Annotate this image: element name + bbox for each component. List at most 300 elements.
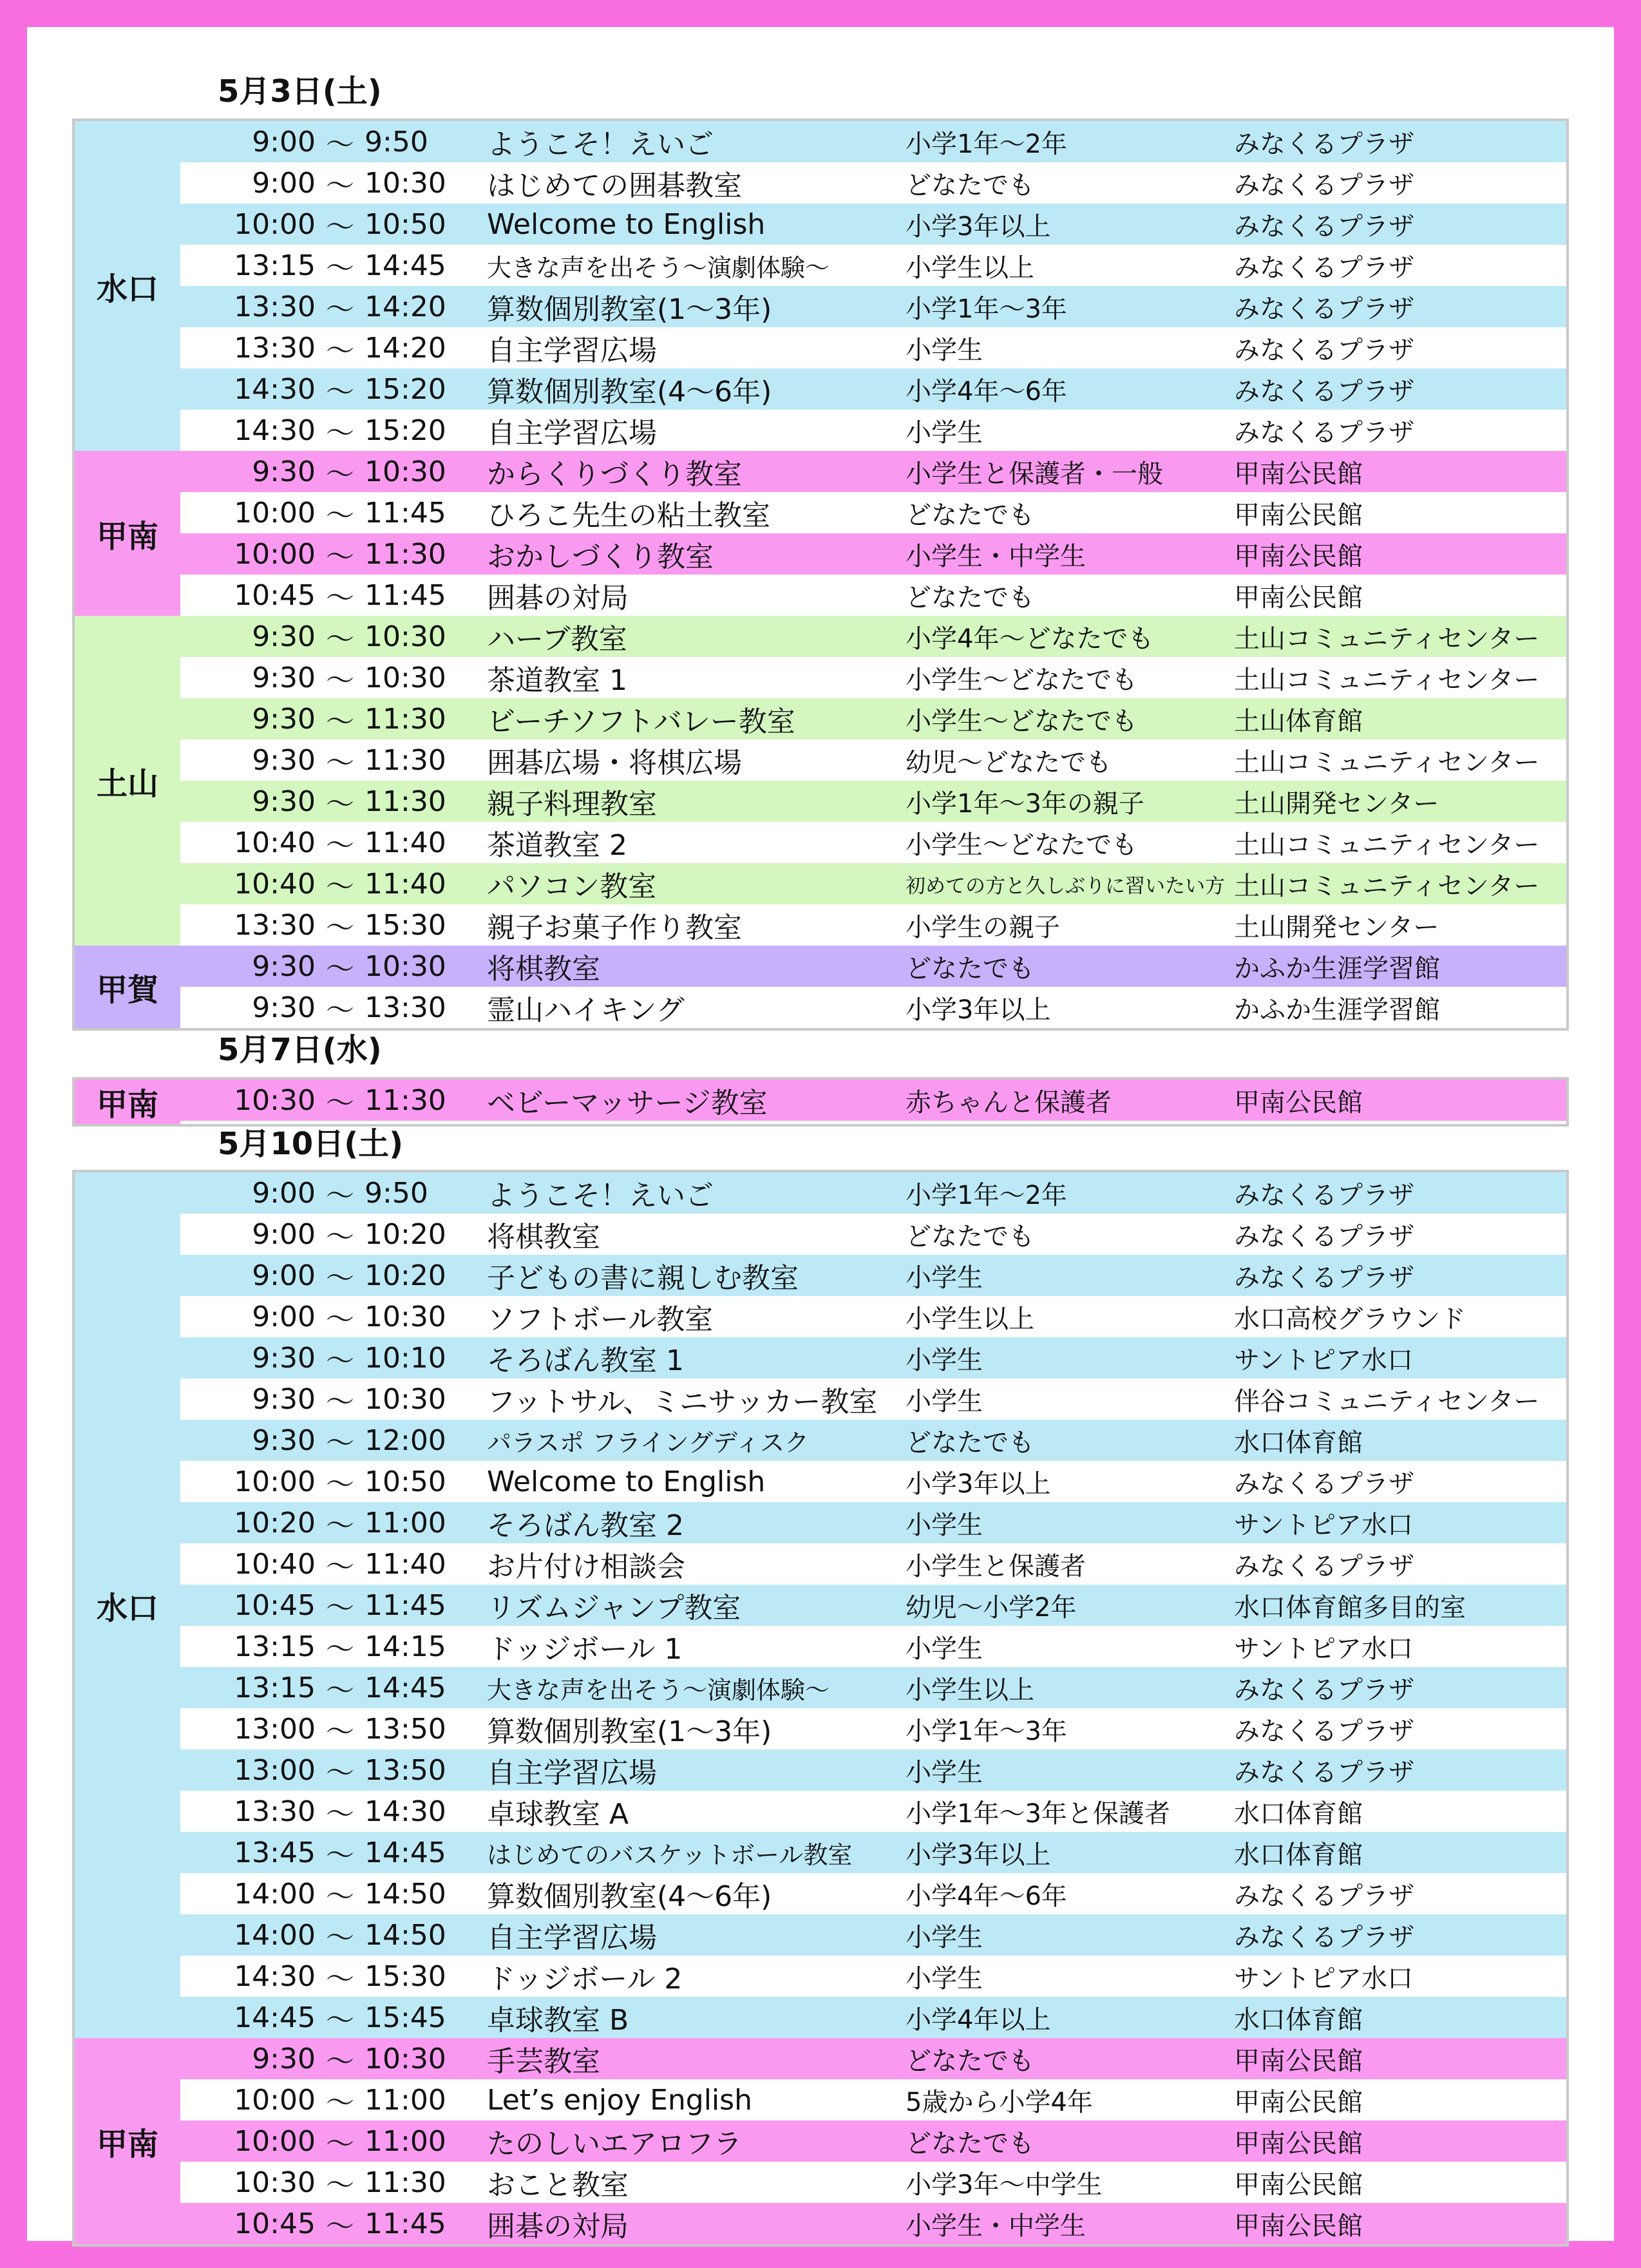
start-time: 14:00 [234,1918,316,1952]
venue: 土山開発センター [1234,912,1439,942]
schedule-row [180,1997,1566,2038]
end-time: 10:30 [365,949,446,983]
end-time: 14:45 [365,249,446,282]
start-time: 9:00 [252,166,316,200]
class-name: おこと教室 [487,2169,629,2202]
time-separator: ～ [326,2210,354,2243]
class-name: Let’s enjoy English [487,2083,752,2117]
schedule-row [180,1749,1566,1791]
venue: 水口体育館 [1234,1840,1363,1870]
venue: みなくるプラザ [1234,1716,1414,1746]
start-time: 10:40 [234,826,316,859]
venue: 水口体育館 [1234,2005,1363,2035]
time-separator: ～ [326,1715,354,1748]
venue: 土山コミュニティセンター [1234,830,1540,860]
time-separator: ～ [326,1509,354,1542]
time-separator: ～ [326,2045,354,2078]
class-name: はじめてのバスケットボール教室 [487,1840,853,1869]
end-time: 11:00 [365,2124,446,2158]
class-name: お片付け相談会 [487,1550,685,1583]
end-time: 11:00 [365,2083,446,2117]
start-time: 14:30 [234,372,316,406]
start-time: 10:00 [234,2083,316,2117]
audience: 小学生 [906,1922,983,1952]
schedule-row [180,698,1566,739]
venue: 甲南公民館 [1234,2128,1363,2158]
area-group [75,1080,1566,1124]
class-name: ドッジボール 2 [487,1963,683,1996]
class-name: 将棋教室 [487,953,600,986]
audience: 幼児～どなたでも [906,747,1112,777]
area-label: 甲南 [75,1080,180,1124]
venue: 甲南公民館 [1234,582,1363,613]
start-time: 9:00 [252,125,316,158]
venue: みなくるプラザ [1234,417,1414,448]
time-separator: ～ [326,1592,354,1625]
end-time: 14:15 [365,1630,446,1663]
venue: 甲南公民館 [1234,500,1363,530]
schedule-row [180,1214,1566,1255]
class-name: からくりづくり教室 [487,458,742,491]
area-group [75,1172,1566,2038]
class-name: 自主学習広場 [487,1921,657,1954]
end-time: 13:50 [365,1753,446,1787]
audience: 赤ちゃんと保護者 [906,1087,1112,1118]
class-name: 自主学習広場 [487,1757,657,1789]
area-rows [180,121,1566,451]
schedule-row [180,1543,1566,1585]
end-time: 10:30 [365,2042,446,2075]
start-time: 9:00 [252,1217,316,1251]
time-separator: ～ [326,540,354,573]
schedule-row [180,1080,1566,1121]
audience: どなたでも [906,2046,1034,2076]
time-separator: ～ [326,1757,354,1789]
date-heading: 5月7日(水) [218,1032,382,1068]
schedule-row [180,1791,1566,1832]
time-separator: ～ [326,1880,354,1913]
end-time: 11:30 [365,785,446,818]
time-separator: ～ [326,1303,354,1336]
time-separator: ～ [326,1550,354,1583]
time-separator: ～ [326,2128,354,2160]
audience: 小学生 [906,1386,983,1416]
audience: 小学1年～3年 [906,294,1067,324]
venue: みなくるプラザ [1234,253,1414,283]
start-time: 9:30 [252,620,316,653]
class-name: 将棋教室 [487,1221,600,1253]
schedule-row [180,904,1566,946]
audience: 小学1年～2年 [906,129,1067,159]
schedule-row [180,1337,1566,1378]
time-separator: ～ [326,1427,354,1460]
end-time: 11:45 [365,2207,446,2240]
end-time: 10:50 [365,1465,446,1498]
start-time: 10:40 [234,867,316,901]
class-name: そろばん教室 1 [487,1344,684,1377]
end-time: 14:50 [365,1877,446,1911]
schedule-row [180,245,1566,286]
time-separator: ～ [326,1179,354,1212]
audience: 小学生と保護者・一般 [906,459,1163,489]
schedule-row [180,781,1566,822]
venue: みなくるプラザ [1234,1881,1414,1911]
venue: 水口体育館多目的室 [1234,1592,1466,1623]
venue: 土山コミュニティセンター [1234,747,1540,777]
schedule-row [180,2079,1566,2120]
class-name: ソフトボール教室 [487,1303,714,1336]
start-time: 9:30 [252,1382,316,1416]
audience: 初めての方と久しぶりに習いたい方 [906,874,1225,898]
start-time: 13:30 [234,1795,316,1828]
time-separator: ～ [326,788,354,821]
area-label: 水口 [75,121,180,451]
audience: 小学生 [906,335,983,365]
end-time: 9:50 [365,1176,428,1210]
venue: 水口体育館 [1234,1427,1363,1458]
start-time: 9:00 [252,1259,316,1292]
time-separator: ～ [326,1468,354,1501]
venue: 土山コミュニティセンター [1234,624,1540,654]
end-time: 10:30 [365,455,446,488]
class-name: パソコン教室 [487,870,657,903]
time-separator: ～ [326,664,354,697]
audience: 小学4年～6年 [906,376,1067,406]
schedule-row [180,1255,1566,1296]
start-time: 9:30 [252,949,316,983]
venue: みなくるプラザ [1234,211,1414,242]
venue: みなくるプラザ [1234,335,1414,365]
schedule-row [180,1378,1566,1420]
schedule-row [180,1420,1566,1461]
venue: 甲南公民館 [1234,541,1363,571]
time-separator: ～ [326,417,354,450]
class-name: Welcome to English [487,207,766,241]
schedule-row [180,492,1566,533]
start-time: 9:30 [252,991,316,1024]
area-label: 土山 [75,616,180,946]
time-separator: ～ [326,211,354,243]
class-name: 子どもの書に親しむ教室 [487,1262,799,1295]
schedule-row [180,2038,1566,2079]
class-name: ようこそ！えいご [487,1179,714,1212]
time-separator: ～ [326,1262,354,1295]
end-time: 10:30 [365,661,446,694]
audience: 小学3年以上 [906,995,1051,1025]
venue: 土山コミュニティセンター [1234,871,1540,901]
end-time: 10:20 [365,1217,446,1251]
venue: サントピア水口 [1234,1963,1413,1994]
venue: みなくるプラザ [1234,1675,1414,1705]
time-separator: ～ [326,458,354,491]
start-time: 13:00 [234,1712,316,1746]
venue: みなくるプラザ [1234,1263,1414,1293]
start-time: 9:30 [252,2042,316,2075]
end-time: 10:30 [365,620,446,653]
class-name: 囲碁の対局 [487,582,629,615]
end-time: 12:00 [365,1424,446,1457]
schedule-row [180,657,1566,698]
end-time: 11:40 [365,867,446,901]
area-group [75,121,1566,451]
schedule-table [72,1170,1569,2247]
start-time: 9:30 [252,785,316,818]
end-time: 15:20 [365,372,446,406]
end-time: 11:40 [365,1547,446,1581]
time-separator: ～ [326,829,354,862]
audience: どなたでも [906,1427,1034,1458]
audience: 小学1年～2年 [906,1180,1067,1210]
venue: 甲南公民館 [1234,2211,1363,2241]
start-time: 10:45 [234,1588,316,1622]
schedule-row [180,575,1566,616]
start-time: 10:20 [234,1506,316,1539]
time-separator: ～ [326,2169,354,2202]
schedule-row [180,1172,1566,1214]
time-separator: ～ [326,1087,354,1120]
audience: 小学生 [906,1510,983,1540]
start-time: 13:45 [234,1836,316,1869]
schedule-table [72,1077,1569,1127]
class-name: 囲碁広場・将棋広場 [487,747,742,779]
area-rows [180,616,1566,946]
time-separator: ～ [326,1344,354,1377]
end-time: 11:40 [365,826,446,859]
venue: 土山開発センター [1234,788,1439,819]
start-time: 13:15 [234,1630,316,1663]
end-time: 13:50 [365,1712,446,1746]
schedule-row [180,1502,1566,1543]
date-heading: 5月10日(土) [218,1126,404,1162]
time-separator: ～ [326,1674,354,1707]
end-time: 11:30 [365,743,446,777]
class-name: 算数個別教室(4～6年) [487,376,772,408]
class-name: 卓球教室 A [487,1798,629,1831]
area-label: 甲賀 [75,946,180,1028]
start-time: 10:00 [234,496,316,529]
area-group [75,616,1566,946]
area-group [75,946,1566,1028]
time-separator: ～ [326,1386,354,1418]
class-name: ビーチソフトバレー教室 [487,705,795,738]
time-separator: ～ [326,128,354,161]
date-heading: 5月3日(土) [218,73,382,110]
start-time: 13:30 [234,908,316,942]
audience: 小学生 [906,1757,983,1787]
class-name: おかしづくり教室 [487,540,714,573]
end-time: 15:30 [365,1959,446,1993]
end-time: 13:30 [365,991,446,1024]
venue: 土山体育館 [1234,706,1363,736]
audience: 小学生の親子 [906,912,1060,942]
start-time: 9:30 [252,1341,316,1375]
venue: サントピア水口 [1234,1510,1413,1540]
venue: みなくるプラザ [1234,1469,1414,1499]
class-name: 霊山ハイキング [487,994,685,1027]
end-time: 15:45 [365,2001,446,2034]
class-name: 茶道教室 2 [487,829,627,862]
venue: 甲南公民館 [1234,1087,1363,1118]
class-name: ようこそ！えいご [487,128,714,161]
schedule-row [180,2162,1566,2203]
start-time: 9:30 [252,455,316,488]
class-name: 大きな声を出そう～演劇体験～ [487,1675,830,1704]
audience: 小学生以上 [906,253,1034,283]
schedule-row [180,410,1566,451]
time-separator: ～ [326,994,354,1027]
venue: 伴谷コミュニティセンター [1234,1386,1540,1416]
schedule-row [180,1585,1566,1626]
time-separator: ～ [326,705,354,738]
class-name: 手芸教室 [487,2045,600,2078]
class-name: 大きな声を出そう～演劇体験～ [487,253,830,282]
end-time: 9:50 [365,125,428,158]
end-time: 14:45 [365,1671,446,1704]
start-time: 10:00 [234,537,316,571]
time-separator: ～ [326,1798,354,1831]
venue: みなくるプラザ [1234,1180,1414,1210]
schedule-row [180,2203,1566,2244]
audience: 小学3年以上 [906,1469,1051,1499]
class-name: 囲碁の対局 [487,2210,629,2243]
time-separator: ～ [326,1221,354,1253]
start-time: 14:30 [234,414,316,447]
audience: 小学1年～3年の親子 [906,788,1144,819]
end-time: 10:30 [365,1300,446,1333]
audience: 小学4年～6年 [906,1881,1067,1911]
start-time: 10:00 [234,207,316,241]
end-time: 11:30 [365,2166,446,2199]
class-name: はじめての囲碁教室 [487,169,742,202]
venue: 甲南公民館 [1234,459,1363,489]
time-separator: ～ [326,252,354,285]
area-group [75,2038,1566,2244]
class-name: 茶道教室 1 [487,664,627,697]
class-name: 算数個別教室(4～6年) [487,1880,772,1913]
class-name: Welcome to English [487,1465,766,1498]
schedule-row [180,327,1566,368]
end-time: 10:50 [365,207,446,241]
schedule-row [180,533,1566,575]
end-time: 11:30 [365,537,446,571]
audience: 小学生・中学生 [906,2211,1086,2241]
area-rows [180,2038,1566,2244]
area-rows [180,1080,1566,1124]
time-separator: ～ [326,1963,354,1996]
start-time: 10:30 [234,2166,316,2199]
schedule-row [180,987,1566,1028]
venue: 甲南公民館 [1234,2046,1363,2076]
audience: 小学生～どなたでも [906,830,1137,860]
venue: 土山コミュニティセンター [1234,665,1540,695]
class-name: フットサル、ミニサッカー教室 [487,1386,878,1418]
area-rows [180,946,1566,1028]
end-time: 11:00 [365,1506,446,1539]
audience: 小学生・中学生 [906,541,1086,571]
audience: 小学3年～中学生 [906,2169,1103,2200]
class-name: たのしいエアロフラ [487,2128,742,2160]
end-time: 11:45 [365,1588,446,1622]
venue: 水口高校グラウンド [1234,1304,1466,1334]
schedule-row [180,1461,1566,1502]
schedule-row [180,2120,1566,2162]
time-separator: ～ [326,911,354,944]
end-time: 11:30 [365,1083,446,1117]
area-rows [180,451,1566,616]
start-time: 10:00 [234,2124,316,2158]
start-time: 9:30 [252,1424,316,1457]
schedule-row [180,616,1566,657]
audience: どなたでも [906,2128,1034,2158]
area-group [75,451,1566,616]
time-separator: ～ [326,1633,354,1666]
audience: 小学生 [906,417,983,448]
audience: 幼児～小学2年 [906,1592,1077,1623]
audience: 小学3年以上 [906,211,1051,242]
end-time: 14:20 [365,290,446,323]
venue: みなくるプラザ [1234,1221,1414,1252]
start-time: 13:30 [234,290,316,323]
time-separator: ～ [326,953,354,986]
time-separator: ～ [326,499,354,532]
class-name: 卓球教室 B [487,2004,629,2037]
time-separator: ～ [326,747,354,779]
schedule-row [180,121,1566,162]
audience: 5歳から小学4年 [906,2087,1093,2117]
end-time: 11:45 [365,578,446,612]
class-name: ハーブ教室 [487,623,627,656]
end-time: 14:45 [365,1836,446,1869]
start-time: 9:30 [252,661,316,694]
audience: 小学1年～3年 [906,1716,1067,1746]
audience: 小学生と保護者 [906,1551,1086,1581]
venue: 甲南公民館 [1234,2169,1363,2200]
audience: 小学生 [906,1963,983,1994]
class-name: パラスポ フライングディスク [487,1428,810,1457]
area-label: 水口 [75,1172,180,2038]
schedule-row [180,1873,1566,1914]
venue: サントピア水口 [1234,1345,1413,1375]
schedule-row [180,204,1566,245]
class-name: 親子お菓子作り教室 [487,911,742,944]
start-time: 13:15 [234,249,316,282]
schedule-row [180,1914,1566,1956]
audience: 小学生～どなたでも [906,706,1137,736]
audience: どなたでも [906,1221,1034,1252]
time-separator: ～ [326,1921,354,1954]
end-time: 15:30 [365,908,446,942]
schedule-table [72,119,1569,1031]
schedule-row [180,1708,1566,1749]
schedule-row [180,451,1566,492]
start-time: 9:00 [252,1300,316,1333]
end-time: 11:45 [365,496,446,529]
end-time: 10:10 [365,1341,446,1375]
area-label: 甲南 [75,451,180,616]
area-rows [180,1172,1566,2038]
venue: みなくるプラザ [1234,1757,1414,1787]
time-separator: ～ [326,334,354,367]
time-separator: ～ [326,2004,354,2037]
class-name: そろばん教室 2 [487,1509,684,1542]
venue: みなくるプラザ [1234,376,1414,406]
end-time: 14:20 [365,331,446,365]
schedule-row [180,1832,1566,1873]
audience: 小学1年～3年と保護者 [906,1798,1170,1829]
start-time: 10:00 [234,1465,316,1498]
end-time: 10:30 [365,166,446,200]
area-label: 甲南 [75,2038,180,2244]
